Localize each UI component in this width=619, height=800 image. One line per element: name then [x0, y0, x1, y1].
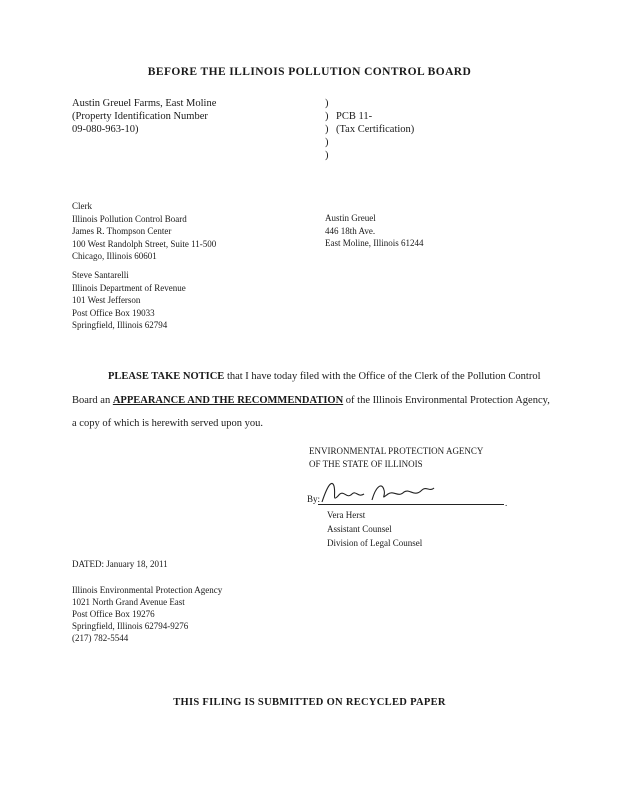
address-line: Illinois Department of Revenue [72, 282, 186, 293]
agency-line: OF THE STATE OF ILLINOIS [309, 458, 423, 469]
caption-paren: ) [325, 111, 329, 122]
signer-block [327, 508, 422, 550]
notice-paragraph [72, 365, 552, 436]
address-line: Clerk [72, 201, 92, 211]
signer-name: Vera Herst [327, 510, 366, 520]
address-line: East Moline, Illinois 61244 [325, 238, 424, 248]
caption-paren: ) [325, 98, 329, 109]
caption-line: (Property Identification Number [72, 111, 208, 122]
document-title: BEFORE THE ILLINOIS POLLUTION CONTROL BOARD [147, 66, 472, 78]
address-line: 446 18th Ave. [325, 225, 376, 236]
address-line: Springfield, Illinois 62794 [72, 320, 168, 330]
caption-line: Austin Greuel Farms, East Moline [72, 98, 217, 109]
addressee-santarelli [72, 269, 186, 332]
notice-text: that I have today filed with the Office of the Clerk of the Pollution Control Board an [72, 371, 541, 406]
signature-line-end-mark: . [505, 498, 508, 508]
address-line: Steve Santarelli [72, 270, 129, 280]
caption-paren: ) [325, 150, 329, 161]
recycled-paper-footer: THIS FILING IS SUBMITTED ON RECYCLED PAPER [173, 697, 446, 708]
address-line: Illinois Pollution Control Board [72, 213, 187, 224]
case-number: PCB 11- [336, 111, 373, 122]
agency-name-block [309, 445, 483, 470]
caption-paren: ) [325, 124, 329, 135]
signature-line [318, 504, 504, 505]
case-type: (Tax Certification) [336, 124, 415, 135]
caption-paren: ) [325, 137, 329, 148]
address-line: 101 West Jefferson [72, 295, 141, 305]
address-line: Post Office Box 19033 [72, 307, 155, 318]
agency-address-block [72, 584, 222, 644]
address-line: Post Office Box 19276 [72, 609, 155, 619]
case-number-block [336, 110, 414, 136]
caption-parentheses [325, 97, 329, 162]
address-line: 1021 North Grand Avenue East [72, 597, 185, 607]
agency-line: ENVIRONMENTAL PROTECTION AGENCY [309, 446, 484, 456]
signer-division: Division of Legal Counsel [327, 538, 423, 548]
address-line: 100 West Randolph Street, Suite 11-500 [72, 238, 217, 249]
address-line: Springfield, Illinois 62794-9276 [72, 621, 189, 631]
filing-title: APPEARANCE AND THE RECOMMENDATION [112, 394, 344, 406]
address-line: James R. Thompson Center [72, 226, 172, 236]
caption-line: 09-080-963-10) [72, 124, 139, 135]
address-line: Chicago, Illinois 60601 [72, 251, 157, 261]
notice-text-end: of the Illinois Environmental Protection Agency, a copy of which is herewith served upon you. [72, 394, 550, 429]
address-line: Austin Greuel [325, 213, 376, 223]
by-label: By: [307, 494, 321, 504]
addressee-clerk [72, 200, 216, 263]
addressee-greuel [325, 212, 424, 250]
dated-line: DATED: January 18, 2011 [72, 559, 168, 569]
notice-lead: PLEASE TAKE NOTICE [108, 371, 225, 382]
address-line: Illinois Environmental Protection Agency [72, 585, 223, 595]
case-caption-petitioner [72, 97, 216, 136]
address-line: (217) 782-5544 [72, 633, 129, 643]
signer-title: Assistant Counsel [327, 524, 392, 534]
